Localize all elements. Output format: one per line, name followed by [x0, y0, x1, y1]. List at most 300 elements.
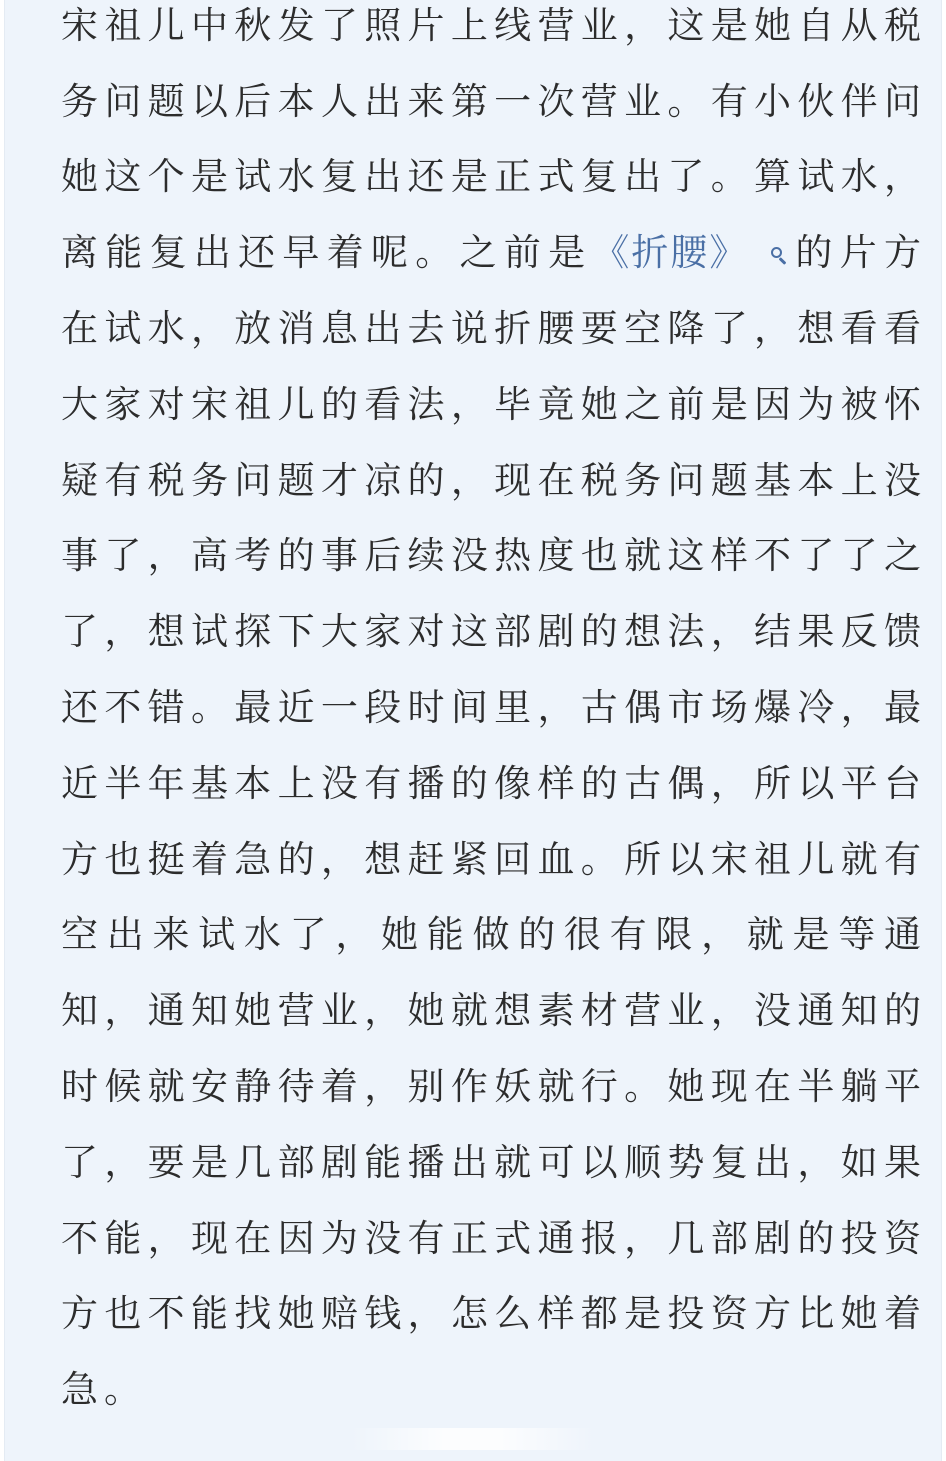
- text-char: 说: [450, 307, 488, 351]
- text-char: 的: [580, 761, 618, 805]
- text-char: 后: [364, 534, 402, 578]
- text-char: 之: [883, 534, 921, 578]
- text-char: 就: [147, 1065, 185, 1109]
- text-char: 在: [234, 1216, 272, 1260]
- text-char: 出: [364, 307, 402, 351]
- text-char: 也: [104, 837, 142, 881]
- text-char: 不: [61, 1216, 98, 1260]
- text-char: 不: [147, 1292, 185, 1336]
- text-char: ，: [840, 686, 878, 730]
- text-char: 度: [537, 534, 575, 578]
- text-char: 问: [667, 458, 705, 502]
- text-char: 了: [320, 3, 358, 47]
- text-line-10: [61, 666, 921, 742]
- text-char: 馈: [883, 610, 921, 654]
- text-line-9: [61, 590, 921, 666]
- text-char: 血: [537, 837, 575, 881]
- text-char: 以: [190, 79, 228, 123]
- text-char: ，: [701, 913, 739, 957]
- text-char: 就: [537, 1065, 575, 1109]
- text-char: 她: [381, 913, 419, 957]
- text-char: 播: [407, 1140, 445, 1184]
- text-line-8: [61, 515, 921, 591]
- text-char: 事: [320, 534, 358, 578]
- text-char: 行: [580, 1065, 618, 1109]
- text-char: 本: [797, 458, 835, 502]
- text-char: 不: [104, 686, 142, 730]
- text-char: 如: [840, 1140, 878, 1184]
- text-char: 空: [624, 307, 662, 351]
- text-char: ，: [364, 1065, 402, 1109]
- text-char: 本: [277, 79, 315, 123]
- text-char: 里: [494, 686, 532, 730]
- text-char: 待: [277, 1065, 315, 1109]
- text-char: 了: [840, 534, 878, 578]
- text-line-2: [61, 60, 921, 136]
- text-char: 的: [320, 382, 358, 426]
- text-char: 所: [754, 761, 791, 805]
- text-char: 以: [667, 837, 705, 881]
- text-char: 。: [415, 231, 453, 275]
- text-char: 儿: [277, 382, 315, 426]
- text-char: 题: [277, 458, 315, 502]
- text-char: 挺: [147, 837, 185, 881]
- text-char: 古: [624, 761, 662, 805]
- text-char: 所: [624, 837, 662, 881]
- text-char: 。: [190, 686, 228, 730]
- text-char: 对: [147, 382, 185, 426]
- text-char: 正: [450, 1216, 488, 1260]
- text-char: 个: [147, 155, 185, 199]
- text-char: 凉: [364, 458, 402, 502]
- text-char: 也: [580, 534, 618, 578]
- text-char: 想: [494, 989, 532, 1033]
- text-char: 回: [494, 837, 532, 881]
- text-char: 怎: [450, 1292, 488, 1336]
- text-char: 比: [797, 1292, 835, 1336]
- text-char: 紧: [450, 837, 488, 881]
- text-char: 祖: [234, 382, 272, 426]
- text-char: 近: [277, 686, 315, 730]
- text-char: 疑: [61, 458, 98, 502]
- text-char: 她: [754, 3, 791, 47]
- text-char: 之: [459, 231, 497, 275]
- text-char: 热: [494, 534, 532, 578]
- text-char: 剧: [754, 1216, 791, 1260]
- text-char: 的: [277, 534, 315, 578]
- text-char: 赔: [320, 1292, 358, 1336]
- text-line-12: [61, 818, 921, 894]
- text-char: 钱: [364, 1292, 402, 1336]
- text-char: 从: [840, 3, 878, 47]
- text-char: 大: [320, 610, 358, 654]
- text-char: 知: [840, 989, 878, 1033]
- text-char: 急: [61, 1368, 98, 1412]
- text-line-17: [61, 1197, 921, 1273]
- text-char: 这: [450, 610, 488, 654]
- text-char: 试: [234, 155, 272, 199]
- text-char: 怀: [883, 382, 921, 426]
- text-char: 做: [472, 913, 510, 957]
- text-char: 妖: [494, 1065, 532, 1109]
- text-char: 下: [277, 610, 315, 654]
- text-char: 出: [754, 1140, 791, 1184]
- text-char: 出: [364, 79, 402, 123]
- text-char: 空: [61, 913, 98, 957]
- text-char: 也: [104, 1292, 142, 1336]
- text-char: 静: [234, 1065, 272, 1109]
- text-char: 就: [840, 837, 878, 881]
- text-char: 业: [624, 79, 662, 123]
- text-char: 对: [407, 610, 445, 654]
- text-char: 别: [407, 1065, 445, 1109]
- text-char: 有: [364, 761, 402, 805]
- text-char: 想: [364, 837, 402, 881]
- text-char: 能: [426, 913, 464, 957]
- text-char: 片: [407, 3, 445, 47]
- text-char: 就: [746, 913, 784, 957]
- text-char: 她: [667, 1065, 705, 1109]
- text-char: ，: [710, 761, 748, 805]
- text-char: 片: [839, 231, 877, 275]
- text-char: 样: [710, 534, 748, 578]
- text-char: 就: [494, 1140, 532, 1184]
- text-char: 宋: [61, 3, 98, 47]
- text-char: 有: [710, 79, 748, 123]
- text-char: ，: [537, 686, 575, 730]
- text-char: 能: [105, 231, 143, 275]
- text-char: 是: [710, 3, 748, 47]
- text-char: 了: [61, 610, 98, 654]
- text-char: 不: [754, 534, 791, 578]
- text-char: 这: [667, 534, 705, 578]
- text-char: 的: [407, 458, 445, 502]
- text-char: 税: [883, 3, 921, 47]
- text-char: 之: [624, 382, 662, 426]
- text-char: 看: [840, 307, 878, 351]
- text-char: 第: [450, 79, 488, 123]
- text-char: 务: [624, 458, 662, 502]
- text-char: ，: [797, 1140, 835, 1184]
- text-char: 年: [147, 761, 185, 805]
- text-char: 探: [234, 610, 272, 654]
- text-char: 试: [190, 610, 228, 654]
- text-char: 出: [193, 231, 231, 275]
- text-char: 家: [104, 382, 142, 426]
- text-char: 问: [104, 79, 142, 123]
- text-char: 找: [234, 1292, 272, 1336]
- text-char: 为: [797, 382, 835, 426]
- text-char: 现: [190, 1216, 228, 1260]
- text-char: 祖: [754, 837, 791, 881]
- text-char: 续: [407, 534, 445, 578]
- text-char: 剧: [537, 610, 575, 654]
- text-char: 。: [580, 837, 618, 881]
- text-char: 就: [624, 534, 662, 578]
- text-char: 安: [190, 1065, 228, 1109]
- text-char: 播: [407, 761, 445, 805]
- text-char: ，: [450, 458, 488, 502]
- text-char: 为: [320, 1216, 358, 1260]
- text-char: 营: [537, 3, 575, 47]
- text-char: 部: [277, 1140, 315, 1184]
- text-char: 几: [234, 1140, 272, 1184]
- text-char: 业: [580, 3, 618, 47]
- text-char: 投: [667, 1292, 705, 1336]
- text-char: ，: [407, 1292, 445, 1336]
- text-char: 台: [883, 761, 921, 805]
- text-char: 毕: [494, 382, 532, 426]
- text-char: 线: [494, 3, 532, 47]
- text-char: 想: [797, 307, 835, 351]
- text-char: 资: [883, 1216, 921, 1260]
- text-char: 着: [326, 231, 364, 275]
- text-char: 上: [840, 458, 878, 502]
- text-char: 限: [655, 913, 693, 957]
- post-page: [4, 0, 942, 1461]
- text-char: 被: [840, 382, 878, 426]
- text-char: 务: [190, 458, 228, 502]
- text-char: 通: [537, 1216, 575, 1260]
- text-char: 出: [364, 155, 402, 199]
- text-char: 没: [364, 1216, 402, 1260]
- text-line-19: [61, 1348, 921, 1424]
- text-char: 还: [238, 231, 276, 275]
- text-char: 她: [580, 382, 618, 426]
- text-char: 平: [840, 761, 878, 805]
- text-char: 水: [277, 155, 315, 199]
- text-char: 没: [754, 989, 791, 1033]
- text-char: 复: [710, 1140, 748, 1184]
- text-char: 中: [190, 3, 228, 47]
- text-char: 发: [277, 3, 315, 47]
- text-char: 出: [624, 155, 662, 199]
- text-char: 是: [190, 155, 228, 199]
- text-char: 部: [710, 1216, 748, 1260]
- text-char: 了: [710, 307, 748, 351]
- text-char: 高: [190, 534, 228, 578]
- text-char: 的: [277, 837, 315, 881]
- text-char: 水: [243, 913, 281, 957]
- text-char: 候: [104, 1065, 142, 1109]
- text-char: 算: [754, 155, 791, 199]
- text-char: 错: [147, 686, 185, 730]
- text-char: 了: [61, 1140, 98, 1184]
- text-char: 腰: [537, 307, 575, 351]
- text-char: 以: [797, 761, 835, 805]
- text-char: 市: [667, 686, 705, 730]
- text-char: ，: [335, 913, 373, 957]
- text-char: 她: [61, 155, 98, 199]
- text-char: 离: [61, 231, 98, 275]
- text-char: 考: [234, 534, 272, 578]
- bottom-watermark: [350, 1428, 595, 1450]
- text-char: 一: [494, 79, 532, 123]
- text-char: 了: [667, 155, 705, 199]
- text-char: 因: [277, 1216, 315, 1260]
- text-char: 有: [609, 913, 647, 957]
- text-line-11: [61, 742, 921, 818]
- text-char: ，: [624, 1216, 662, 1260]
- text-char: ，: [624, 3, 662, 47]
- text-char: 前: [667, 382, 705, 426]
- text-char: 几: [667, 1216, 705, 1260]
- text-char: 大: [61, 382, 98, 426]
- text-char: 没: [883, 458, 921, 502]
- text-char: 报: [580, 1216, 618, 1260]
- text-char: 有: [883, 837, 921, 881]
- text-char: 基: [754, 458, 791, 502]
- text-char: 前: [503, 231, 541, 275]
- text-char: 没: [320, 761, 358, 805]
- text-char: 试: [104, 307, 142, 351]
- text-char: 方: [883, 231, 921, 275]
- text-char: 去: [407, 307, 445, 351]
- text-char: 营: [580, 79, 618, 123]
- text-char: 水: [840, 155, 878, 199]
- text-char: 法: [407, 382, 445, 426]
- text-char: 宋: [190, 382, 228, 426]
- text-char: 半: [797, 1065, 835, 1109]
- text-line-16: [61, 1121, 921, 1197]
- text-char: 通: [883, 913, 921, 957]
- text-char: 这: [104, 155, 142, 199]
- text-char: 要: [580, 307, 618, 351]
- text-line-4: [61, 211, 921, 287]
- text-char: 的: [795, 231, 833, 275]
- text-char: ，: [710, 989, 748, 1033]
- text-char: 出: [106, 913, 144, 957]
- text-char: 祖: [104, 3, 142, 47]
- text-char: 了: [797, 534, 835, 578]
- text-char: 通: [147, 989, 185, 1033]
- text-char: 资: [710, 1292, 748, 1336]
- text-char: 儿: [147, 3, 185, 47]
- text-char: 能: [104, 1216, 142, 1260]
- article-body: [61, 0, 921, 1424]
- text-char: 还: [61, 686, 98, 730]
- text-char: 秋: [234, 3, 272, 47]
- drama-title-link-text[interactable]: 《折腰》: [592, 231, 749, 275]
- text-char: ，: [883, 155, 921, 199]
- text-char: 材: [580, 989, 618, 1033]
- text-char: 偶: [667, 761, 705, 805]
- text-char: 样: [537, 761, 575, 805]
- text-char: 古: [580, 686, 618, 730]
- text-char: 家: [364, 610, 402, 654]
- text-line-5: [61, 287, 921, 363]
- text-char: 式: [537, 155, 575, 199]
- text-char: 自: [797, 3, 835, 47]
- text-char: 来: [407, 79, 445, 123]
- text-char: 么: [494, 1292, 532, 1336]
- text-line-3: [61, 136, 921, 212]
- text-char: 水: [147, 307, 185, 351]
- text-char: 知: [190, 989, 228, 1033]
- drama-title-link[interactable]: [592, 222, 788, 276]
- text-char: 问: [883, 79, 921, 123]
- text-char: 通: [797, 989, 835, 1033]
- text-char: 着: [883, 1292, 921, 1336]
- text-char: 段: [364, 686, 402, 730]
- text-line-7: [61, 439, 921, 515]
- text-char: 躺: [840, 1065, 878, 1109]
- text-char: 早: [282, 231, 320, 275]
- text-char: 营: [624, 989, 662, 1033]
- text-char: 投: [840, 1216, 878, 1260]
- text-char: 务: [61, 79, 98, 123]
- text-char: 的: [883, 989, 921, 1033]
- text-char: ，: [147, 534, 185, 578]
- text-char: 消: [277, 307, 315, 351]
- text-char: 能: [190, 1292, 228, 1336]
- text-char: 样: [537, 1292, 575, 1336]
- text-char: 剧: [320, 1140, 358, 1184]
- text-char: 结: [754, 610, 791, 654]
- text-char: 她: [277, 1292, 315, 1336]
- text-line-13: [61, 894, 921, 970]
- search-icon[interactable]: [770, 247, 788, 265]
- text-char: 方: [61, 1292, 98, 1336]
- text-char: 税: [147, 458, 185, 502]
- text-char: 部: [494, 610, 532, 654]
- text-char: 是: [450, 155, 488, 199]
- text-char: 是: [548, 231, 586, 275]
- text-char: 上: [450, 3, 488, 47]
- text-char: 后: [234, 79, 272, 123]
- text-char: 事: [61, 534, 98, 578]
- text-char: 反: [840, 610, 878, 654]
- text-char: 题: [147, 79, 185, 123]
- text-char: 是: [624, 1292, 662, 1336]
- text-char: 方: [754, 1292, 791, 1336]
- text-char: 竟: [537, 382, 575, 426]
- text-char: 。: [667, 79, 705, 123]
- text-char: 她: [840, 1292, 878, 1336]
- text-char: 出: [450, 1140, 488, 1184]
- text-char: 想: [624, 610, 662, 654]
- text-char: 着: [320, 1065, 358, 1109]
- text-char: 半: [104, 761, 142, 805]
- text-char: 式: [494, 1216, 532, 1260]
- text-char: ，: [190, 307, 228, 351]
- text-char: 顺: [624, 1140, 662, 1184]
- text-char: 呢: [370, 231, 408, 275]
- text-char: 的: [797, 1216, 835, 1260]
- text-char: 了: [104, 534, 142, 578]
- text-char: 看: [364, 382, 402, 426]
- text-char: ，: [320, 837, 358, 881]
- text-char: 方: [61, 837, 98, 881]
- text-char: 近: [61, 761, 98, 805]
- text-char: 复: [320, 155, 358, 199]
- text-char: 时: [61, 1065, 98, 1109]
- text-char: ，: [710, 610, 748, 654]
- text-char: 的: [580, 610, 618, 654]
- text-char: 因: [754, 382, 791, 426]
- text-char: 以: [580, 1140, 618, 1184]
- text-char: 在: [61, 307, 98, 351]
- text-char: 就: [450, 989, 488, 1033]
- text-char: 有: [407, 1216, 445, 1260]
- text-char: 是: [710, 382, 748, 426]
- text-line-15: [61, 1045, 921, 1121]
- text-line-1: [61, 0, 921, 60]
- text-char: 等: [838, 913, 876, 957]
- text-char: 知: [61, 989, 98, 1033]
- text-line-6: [61, 363, 921, 439]
- text-char: 有: [104, 458, 142, 502]
